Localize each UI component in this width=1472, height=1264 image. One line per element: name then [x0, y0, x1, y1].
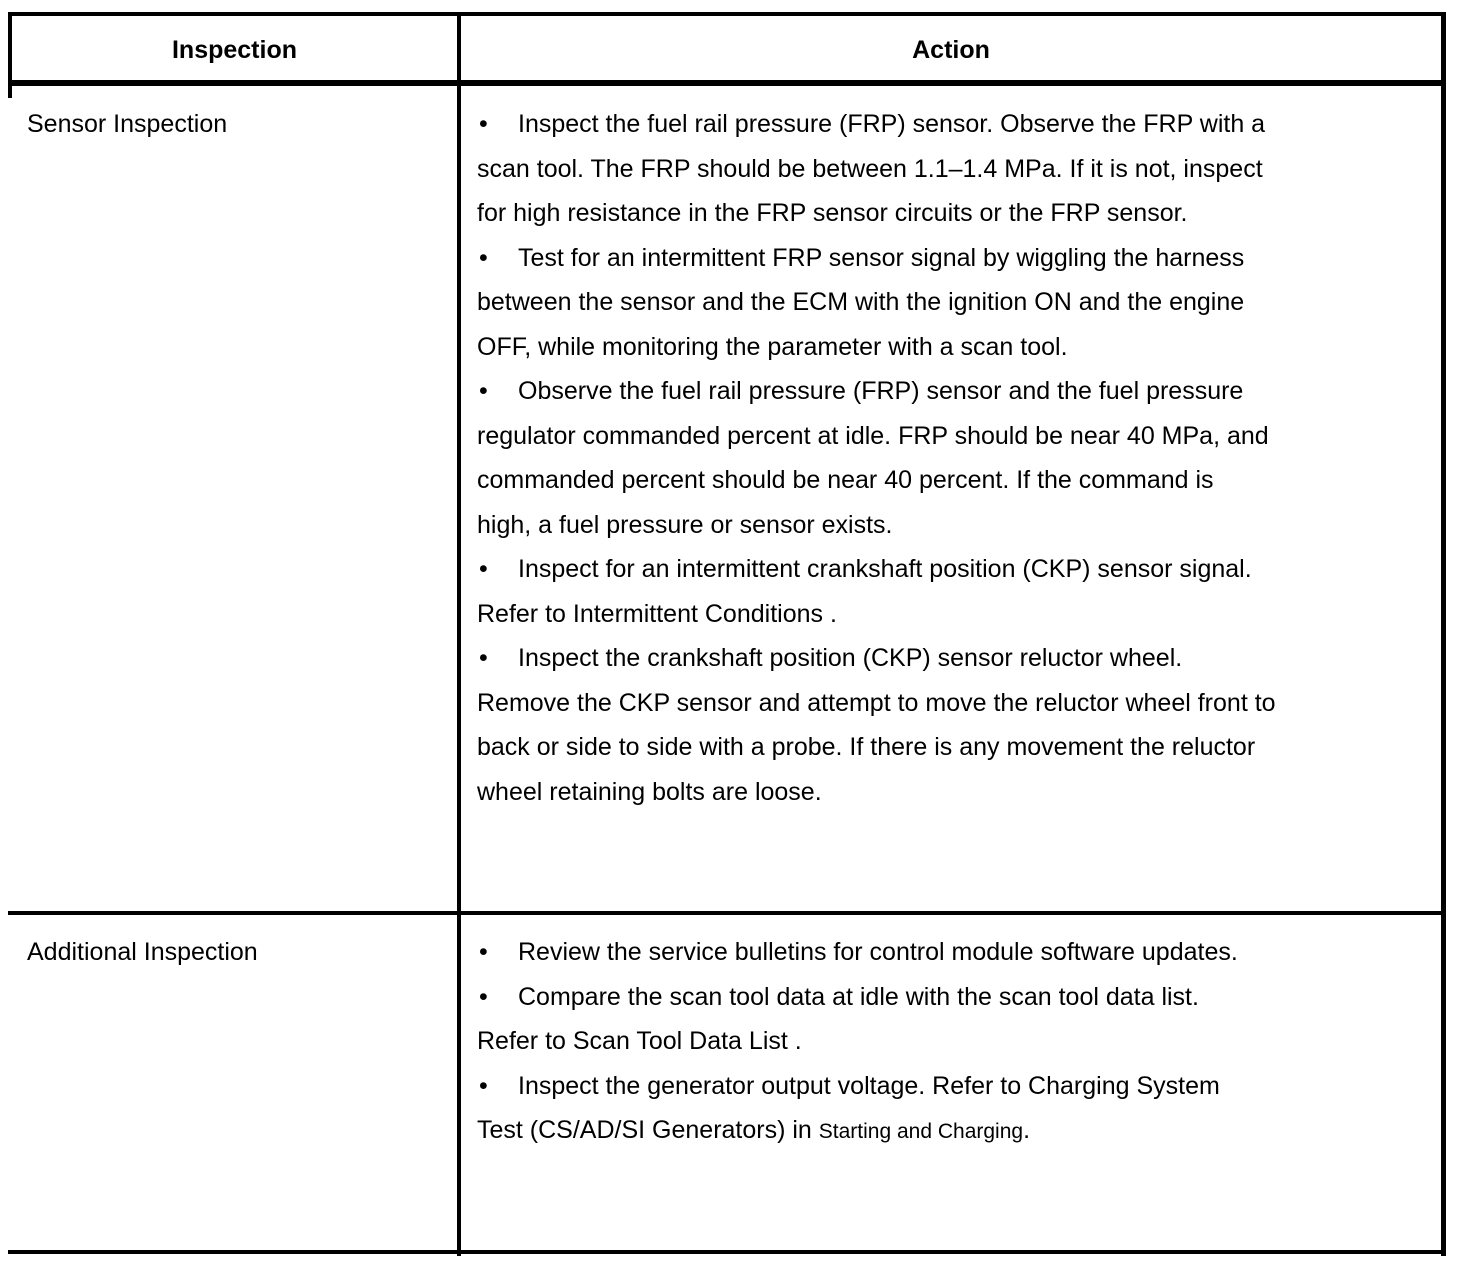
- line-text: Refer to Intermittent Conditions .: [477, 599, 837, 628]
- bullet-item: [477, 547, 1427, 592]
- additional-inspection-actions: [477, 930, 1427, 1153]
- line-text: Observe the fuel rail pressure (FRP) sensor and the fuel pressure: [518, 377, 1244, 405]
- text-line: [477, 458, 1427, 503]
- table-bottom-border: [8, 1250, 1446, 1254]
- line-text: Remove the CKP sensor and attempt to move the reluctor wheel front to: [477, 688, 1276, 717]
- bullet-item: [477, 1064, 1427, 1109]
- bullet-marker: •: [479, 982, 488, 1011]
- line-text: commanded percent should be near 40 percent. If the command is: [477, 466, 1214, 494]
- column-divider: [457, 12, 461, 1256]
- line-tail: .: [1023, 1116, 1031, 1144]
- bullet-marker: •: [479, 938, 488, 966]
- text-line: [477, 325, 1427, 370]
- line-text: wheel retaining bolts are loose.: [477, 777, 822, 806]
- row-label-additional-inspection: Additional Inspection: [27, 938, 258, 966]
- row-divider: [8, 911, 1446, 915]
- sensor-inspection-actions: [477, 102, 1427, 814]
- table-top-border: [8, 12, 1446, 16]
- line-text: Compare the scan tool data at idle with the scan tool data list.: [518, 982, 1199, 1011]
- bullet-item: [477, 102, 1427, 147]
- bullet-marker: •: [479, 377, 488, 405]
- text-line: [477, 280, 1427, 325]
- line-text: scan tool. The FRP should be between 1.1–1.4 MPa. If it is not, inspect: [477, 154, 1263, 183]
- line-text: Inspect the crankshaft position (CKP) sensor reluctor wheel.: [518, 644, 1183, 672]
- line-text: regulator commanded percent at idle. FRP should be near 40 MPa, and: [477, 421, 1269, 450]
- text-line: [477, 770, 1427, 815]
- line-text: between the sensor and the ECM with the ignition ON and the engine: [477, 288, 1245, 316]
- line-text: Test (CS/AD/SI Generators) in: [477, 1116, 819, 1144]
- text-line: [477, 503, 1427, 548]
- line-text: Inspect for an intermittent crankshaft position (CKP) sensor signal.: [518, 555, 1252, 583]
- line-text: Review the service bulletins for control module software updates.: [518, 938, 1238, 966]
- bullet-item: [477, 930, 1427, 975]
- text-line: [477, 725, 1427, 770]
- line-text: Refer to Scan Tool Data List .: [477, 1027, 802, 1055]
- text-line: [477, 592, 1427, 637]
- text-line: [477, 681, 1427, 726]
- table-right-border: [1441, 12, 1446, 1256]
- line-text: Test for an intermittent FRP sensor signal by wiggling the harness: [518, 243, 1245, 272]
- text-line: [477, 1019, 1427, 1064]
- bullet-marker: •: [479, 243, 488, 272]
- bullet-marker: •: [479, 1071, 488, 1100]
- bullet-marker: •: [479, 555, 488, 583]
- bullet-marker: •: [479, 644, 488, 672]
- header-inspection: Inspection: [171, 36, 297, 64]
- bullet-marker: •: [479, 110, 488, 138]
- line-text: high, a fuel pressure or sensor exists.: [477, 510, 893, 539]
- line-text: Inspect the fuel rail pressure (FRP) sensor. Observe the FRP with a: [518, 110, 1266, 138]
- line-text: back or side to side with a probe. If there is any movement the reluctor: [477, 733, 1256, 761]
- text-line: [477, 1108, 1427, 1153]
- line-text: Inspect the generator output voltage. Refer to Charging System: [518, 1071, 1220, 1100]
- row-label-sensor-inspection: Sensor Inspection: [27, 110, 228, 138]
- bullet-item: [477, 369, 1427, 414]
- text-line: [477, 414, 1427, 459]
- bullet-item: [477, 636, 1427, 681]
- header-bottom-border: [8, 80, 1446, 86]
- section-reference: Starting and Charging: [818, 1120, 1024, 1143]
- bullet-item: [477, 975, 1427, 1020]
- bullet-item: [477, 236, 1427, 281]
- text-line: [477, 191, 1427, 236]
- line-text: OFF, while monitoring the parameter with a scan tool.: [477, 332, 1068, 361]
- line-text: for high resistance in the FRP sensor circuits or the FRP sensor.: [477, 199, 1188, 227]
- header-action: Action: [912, 36, 990, 64]
- text-line: [477, 147, 1427, 192]
